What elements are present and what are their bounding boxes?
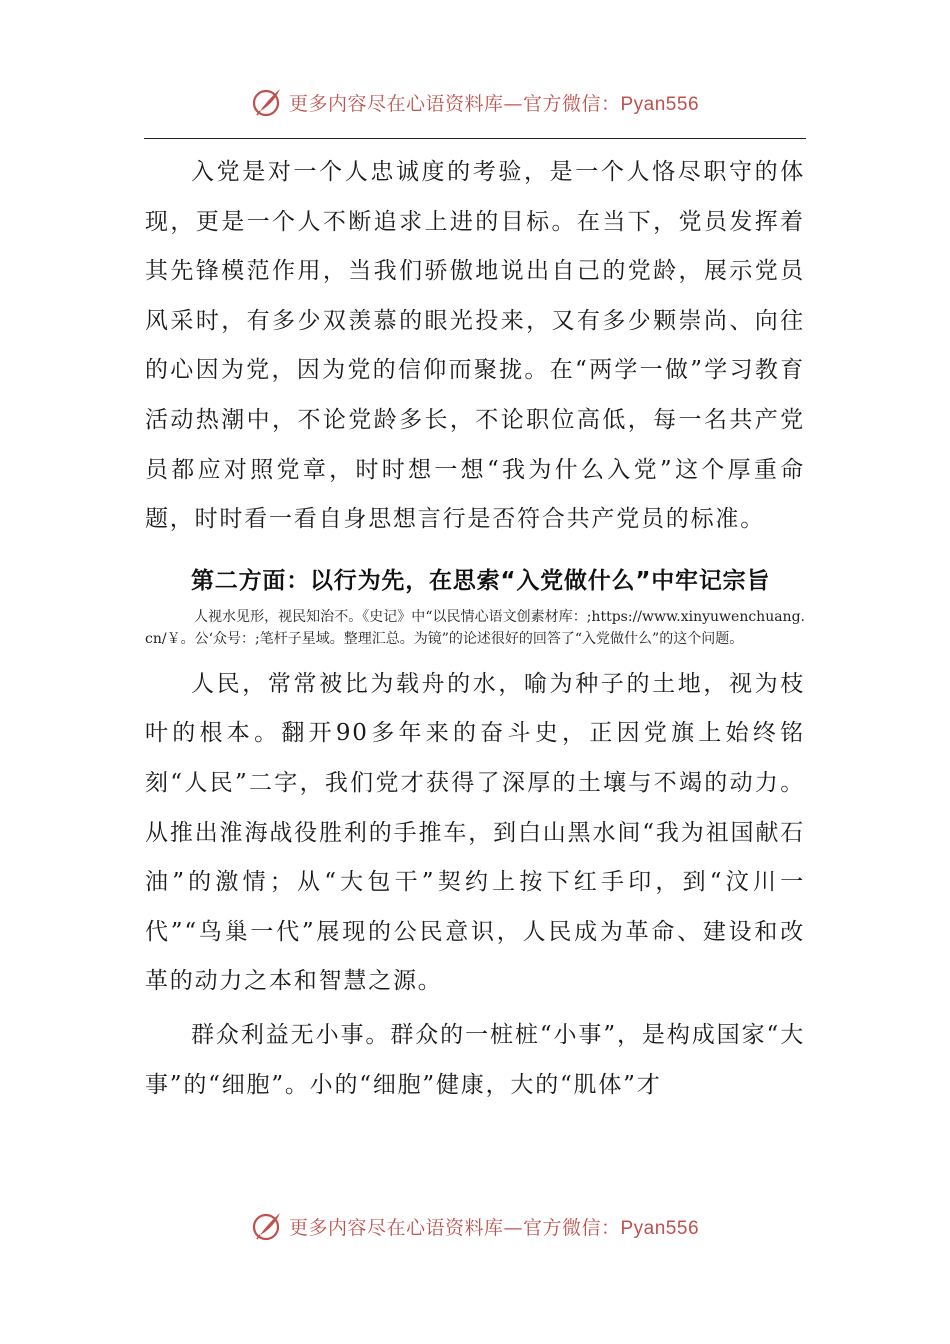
header-banner [0,86,950,118]
banner-wechat-id: Pyan556 [620,93,700,115]
inserted-note: 人视水见形，视民知治不。《史记》中“以民情心语文创素材库：;https://www.xinyuwenchuang.cn/￥。公‘众号：;笔杆子星域。整理汇总。为镜”的论述很好的回答了“入党做什么”的这个问题。 [145,608,805,647]
feather-pen-logo-icon [251,1210,283,1242]
paragraph-3: 群众利益无小事。群众的一桩桩“小事”，是构成国家“大事”的“细胞”。小的“细胞”健康，大的“肌体”才 [145,1021,805,1098]
banner-text [289,1213,699,1240]
banner-text [289,89,699,116]
feather-pen-logo-icon [251,86,283,118]
section-heading-2: 第二方面：以行为先，在思索“入党做什么”中牢记宗旨 [191,567,771,594]
paragraph-2: 人民，常常被比为载舟的水，喻为种子的土地，视为枝叶的根本。翻开90多年来的奋斗史，正因党旗上始终铭刻“人民”二字，我们党才获得了深厚的土壤与不竭的动力。从推出淮海战役胜利的手推车，到白山黑水间“我为祖国献石油”的激情；从“大包干”契约上按下红手印，到“汶川一代”“鸟巢一代”展现的公民意识，人民成为革命、建设和改革的动力之本和智慧之源。 [145,670,805,995]
banner-wechat-id: Pyan556 [620,1217,700,1239]
document-body [145,148,805,1110]
footer-banner [0,1210,950,1242]
banner-text-cn: 更多内容尽在心语资料库—官方微信： [288,92,621,115]
banner-text-cn: 更多内容尽在心语资料库—官方微信： [288,1216,621,1239]
header-rule [144,138,806,139]
paragraph-1: 入党是对一个人忠诚度的考验，是一个人恪尽职守的体现，更是一个人不断追求上进的目标。在当下，党员发挥着其先锋模范作用，当我们骄傲地说出自己的党龄，展示党员风采时，有多少双羡慕的眼光投来，又有多少颗崇尚、向往的心因为党，因为党的信仰而聚拢。在“两学一做”学习教育活动热潮中，不论党龄多长，不论职位高低，每一名共产党员都应对照党章，时时想一想“我为什么入党”这个厚重命题，时时看一看自身思想言行是否符合共产党员的标准。 [145,159,805,533]
